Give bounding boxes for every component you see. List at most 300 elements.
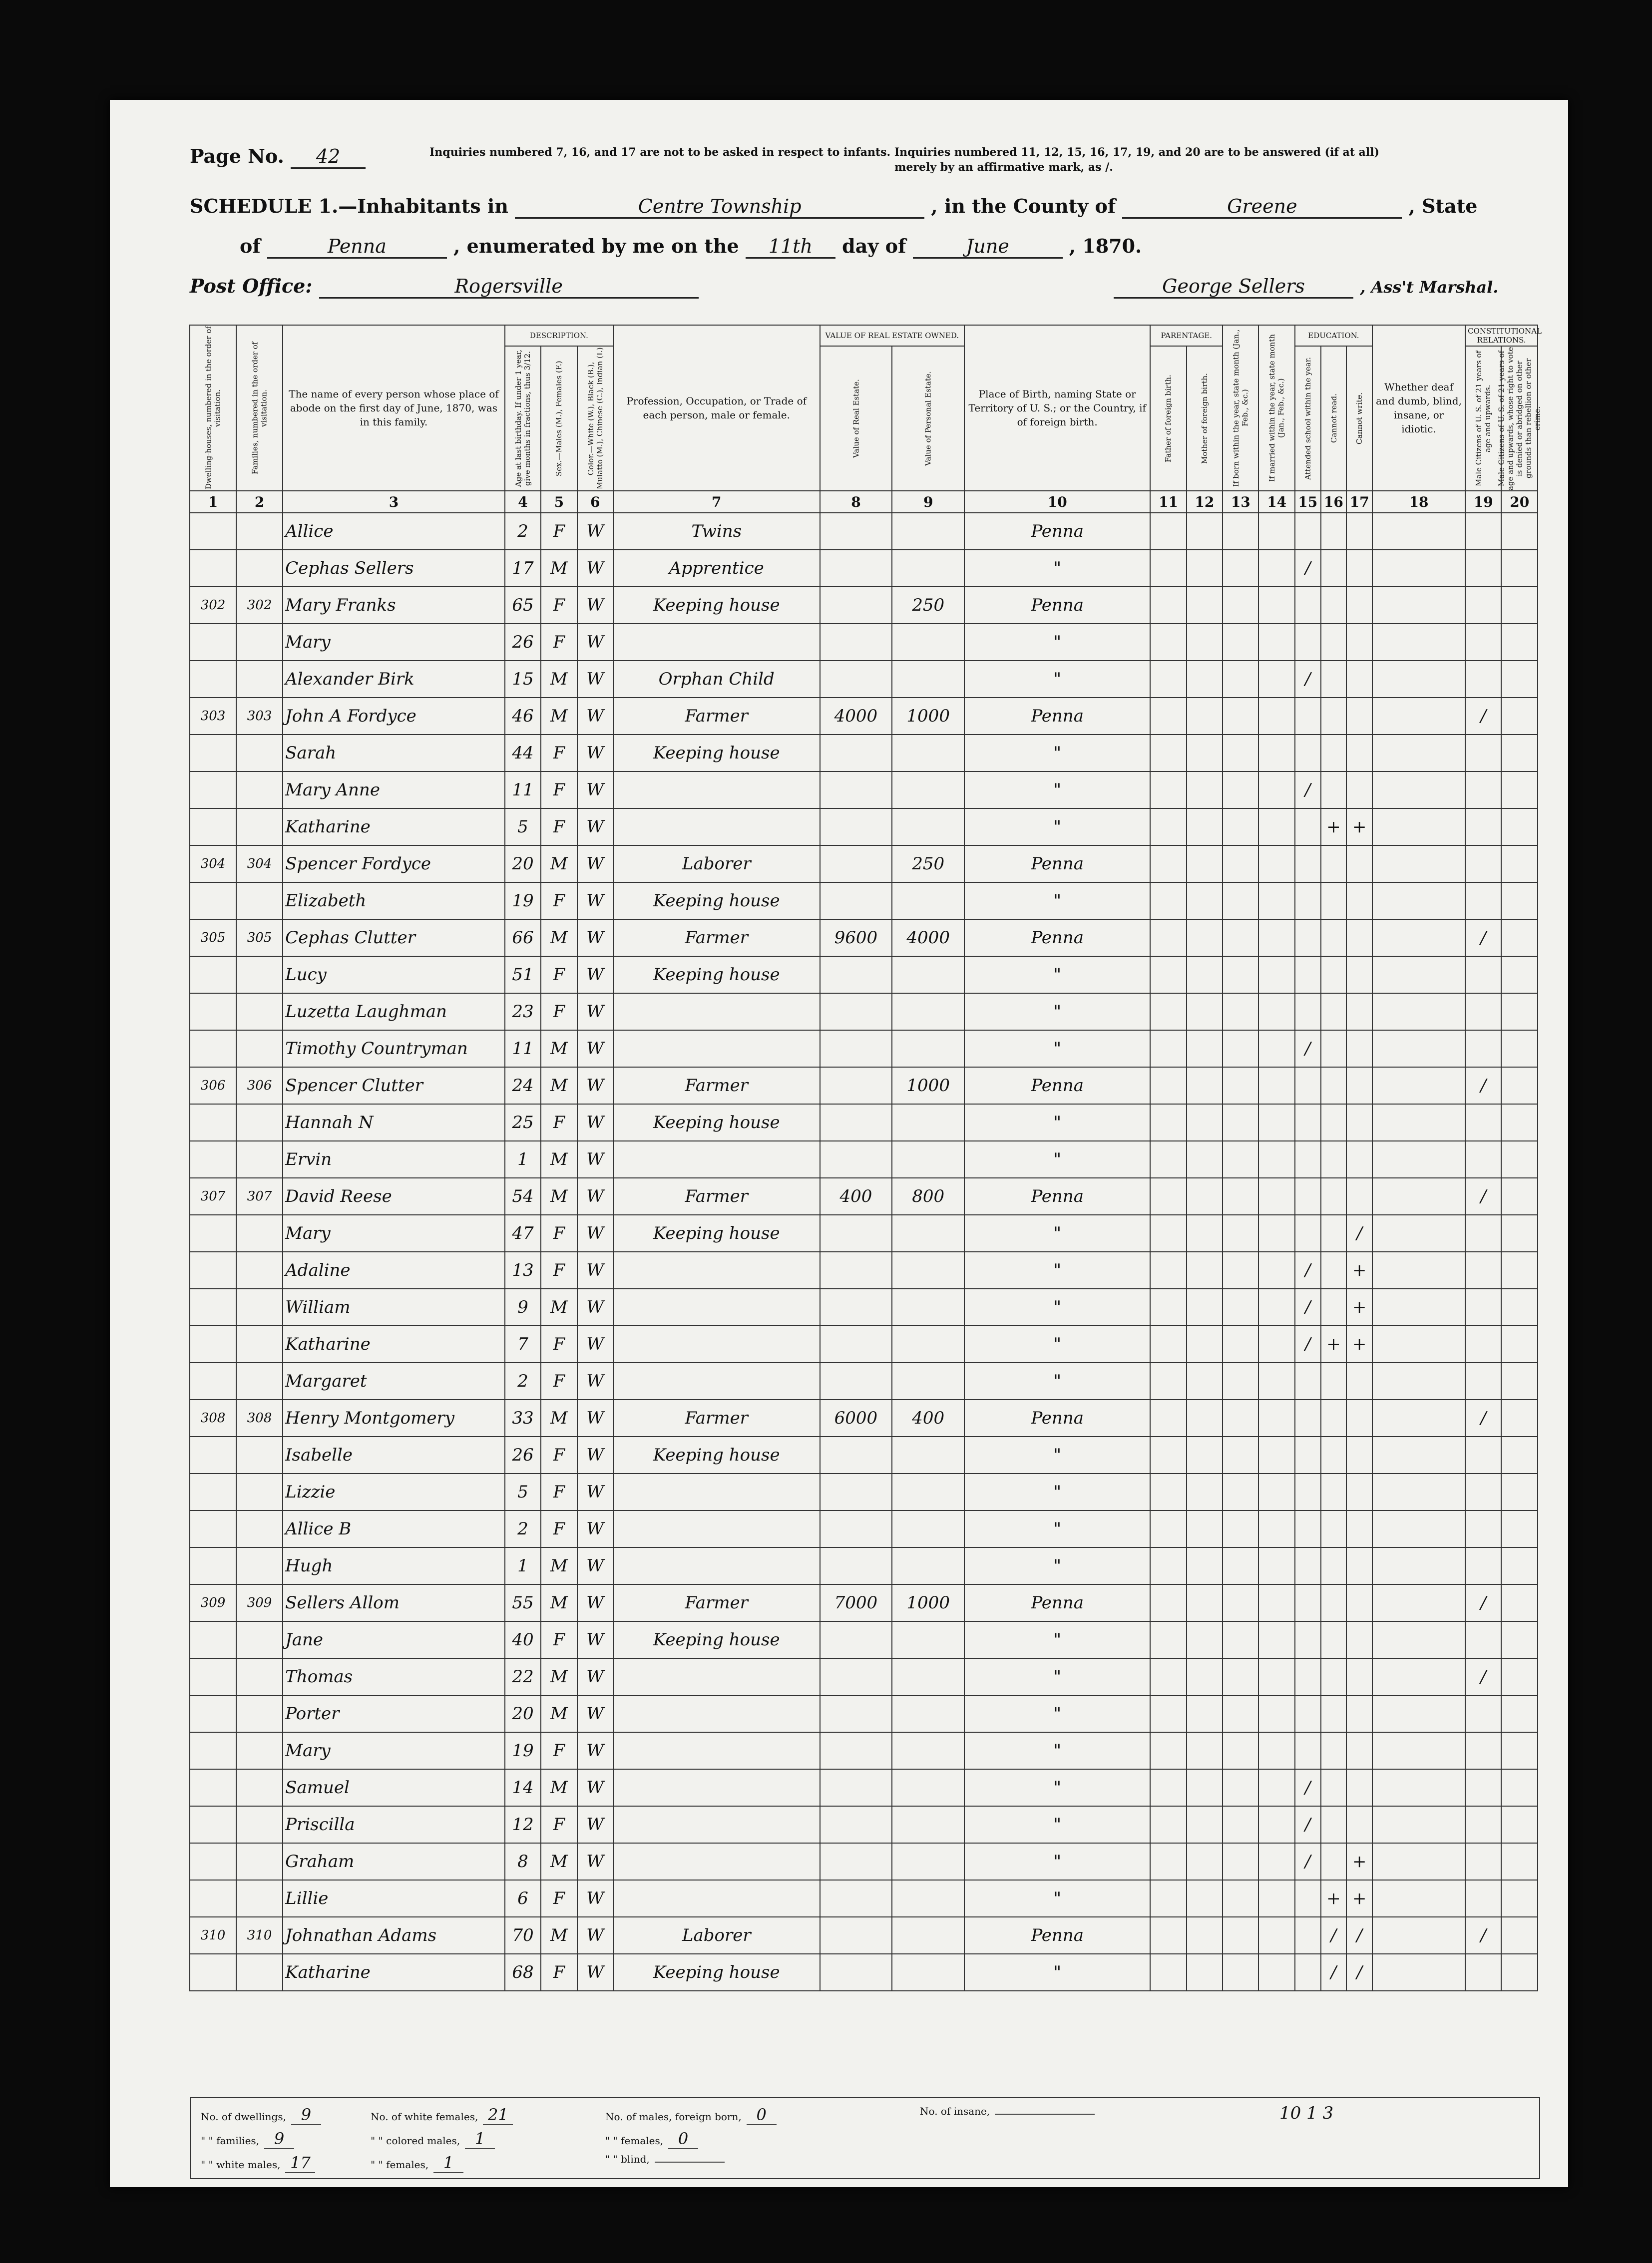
attended-school-cell <box>1295 513 1321 550</box>
birthplace-cell: Penna <box>964 919 1150 956</box>
col-father-foreign-header: Father of foreign birth. <box>1150 346 1186 491</box>
attended-school-cell <box>1295 698 1321 735</box>
dwelling-number-cell: 308 <box>190 1400 236 1437</box>
personal-estate-value-cell <box>892 1621 964 1658</box>
married-within-year-cell <box>1258 956 1294 993</box>
family-number-cell <box>236 661 283 698</box>
occupation-cell: Keeping house <box>613 882 820 919</box>
dwelling-number-cell <box>190 624 236 661</box>
married-within-year-cell <box>1258 1880 1294 1917</box>
mother-foreign-cell <box>1187 1067 1223 1104</box>
cannot-read-cell: / <box>1321 1917 1347 1954</box>
cannot-read-cell <box>1321 956 1347 993</box>
occupation-cell <box>613 1252 820 1289</box>
cannot-write-cell <box>1346 1030 1372 1067</box>
township-field: Centre Township <box>515 195 924 219</box>
personal-estate-value-cell: 800 <box>892 1178 964 1215</box>
father-foreign-cell <box>1150 550 1186 587</box>
male-citizen-cell <box>1465 1289 1501 1326</box>
married-within-year-cell <box>1258 735 1294 771</box>
dwelling-number-cell: 306 <box>190 1067 236 1104</box>
cannot-read-cell <box>1321 919 1347 956</box>
dwelling-number-cell: 305 <box>190 919 236 956</box>
age-cell: 19 <box>505 882 541 919</box>
married-within-year-cell <box>1258 1215 1294 1252</box>
col-number: 13 <box>1223 491 1258 513</box>
person-name-cell: John A Fordyce <box>283 698 505 735</box>
color-cell: W <box>577 1215 613 1252</box>
table-row <box>190 1547 1538 1584</box>
father-foreign-cell <box>1150 513 1186 550</box>
born-within-year-cell <box>1223 1252 1258 1289</box>
mother-foreign-cell <box>1187 919 1223 956</box>
attended-school-cell: / <box>1295 1289 1321 1326</box>
col-number: 2 <box>236 491 283 513</box>
mother-foreign-cell <box>1187 1843 1223 1880</box>
col-school-header: Attended school within the year. <box>1295 346 1321 491</box>
personal-estate-value-cell <box>892 1289 964 1326</box>
male-citizen-cell <box>1465 1104 1501 1141</box>
birthplace-cell: " <box>964 1363 1150 1400</box>
summary-colored-females <box>371 2153 468 2173</box>
personal-estate-value-cell <box>892 624 964 661</box>
person-name-cell: Margaret <box>283 1363 505 1400</box>
male-citizen-cell: / <box>1465 1178 1501 1215</box>
dwelling-number-cell <box>190 1104 236 1141</box>
family-number-cell <box>236 882 283 919</box>
age-cell: 46 <box>505 698 541 735</box>
age-cell: 55 <box>505 1584 541 1621</box>
personal-estate-value-cell <box>892 956 964 993</box>
father-foreign-cell <box>1150 1474 1186 1510</box>
sex-cell: F <box>541 587 577 624</box>
color-cell: W <box>577 513 613 550</box>
person-name-cell: Elizabeth <box>283 882 505 919</box>
mother-foreign-cell <box>1187 1732 1223 1769</box>
page-label: Page No. <box>190 145 284 167</box>
occupation-cell: Laborer <box>613 845 820 882</box>
real-estate-value-cell <box>820 550 892 587</box>
deaf-dumb-cell <box>1372 1510 1465 1547</box>
married-within-year-cell <box>1258 1769 1294 1806</box>
attended-school-cell: / <box>1295 1769 1321 1806</box>
color-cell: W <box>577 661 613 698</box>
cannot-read-cell <box>1321 1510 1347 1547</box>
family-number-cell <box>236 1104 283 1141</box>
cannot-write-cell: + <box>1346 808 1372 845</box>
birthplace-cell: " <box>964 1547 1150 1584</box>
age-cell: 17 <box>505 550 541 587</box>
born-within-year-cell <box>1223 1843 1258 1880</box>
cannot-write-cell <box>1346 1474 1372 1510</box>
male-citizen-cell <box>1465 550 1501 587</box>
attended-school-cell: / <box>1295 1252 1321 1289</box>
mother-foreign-cell <box>1187 1141 1223 1178</box>
cannot-write-cell <box>1346 1806 1372 1843</box>
born-within-year-cell <box>1223 993 1258 1030</box>
cannot-read-cell <box>1321 587 1347 624</box>
summary-dwellings <box>201 2105 326 2125</box>
color-cell: W <box>577 1880 613 1917</box>
cannot-read-cell <box>1321 1289 1347 1326</box>
enumerated-label: , enumerated by me on the <box>453 235 739 257</box>
cannot-read-cell <box>1321 1474 1347 1510</box>
state-label: , State <box>1408 195 1478 217</box>
father-foreign-cell <box>1150 1067 1186 1104</box>
family-number-cell <box>236 808 283 845</box>
cannot-write-cell <box>1346 1437 1372 1474</box>
day-of-label: day of <box>842 235 906 257</box>
personal-estate-value-cell <box>892 882 964 919</box>
real-estate-value-cell <box>820 587 892 624</box>
mother-foreign-cell <box>1187 698 1223 735</box>
age-cell: 66 <box>505 919 541 956</box>
father-foreign-cell <box>1150 1658 1186 1695</box>
personal-estate-value-cell <box>892 1474 964 1510</box>
sex-cell: M <box>541 1178 577 1215</box>
description-group-header: DESCRIPTION. <box>505 325 613 346</box>
personal-estate-value-cell <box>892 1141 964 1178</box>
real-estate-value-cell <box>820 1067 892 1104</box>
male-citizen-cell: / <box>1465 1917 1501 1954</box>
deaf-dumb-cell <box>1372 1437 1465 1474</box>
deaf-dumb-cell <box>1372 1400 1465 1437</box>
personal-estate-value-cell <box>892 1363 964 1400</box>
dwelling-number-cell <box>190 882 236 919</box>
sex-cell: F <box>541 808 577 845</box>
real-estate-value-cell <box>820 1104 892 1141</box>
vote-denied-cell <box>1501 808 1538 845</box>
person-name-cell: Mary <box>283 1732 505 1769</box>
attended-school-cell <box>1295 845 1321 882</box>
post-office-field: Rogersville <box>319 275 699 299</box>
page-number: 42 <box>291 145 366 169</box>
male-citizen-cell <box>1465 1695 1501 1732</box>
family-number-cell: 303 <box>236 698 283 735</box>
married-within-year-cell <box>1258 1030 1294 1067</box>
occupation-cell <box>613 1326 820 1363</box>
attended-school-cell <box>1295 1215 1321 1252</box>
age-cell: 40 <box>505 1621 541 1658</box>
col-real-estate-header: Value of Real Estate. <box>820 346 892 491</box>
cannot-write-cell <box>1346 771 1372 808</box>
age-cell: 13 <box>505 1252 541 1289</box>
occupation-cell <box>613 1547 820 1584</box>
family-number-cell <box>236 1732 283 1769</box>
dwelling-number-cell <box>190 1030 236 1067</box>
person-name-cell: Sarah <box>283 735 505 771</box>
family-number-cell <box>236 1215 283 1252</box>
table-row <box>190 1252 1538 1289</box>
cannot-write-cell <box>1346 735 1372 771</box>
occupation-cell <box>613 1510 820 1547</box>
father-foreign-cell <box>1150 661 1186 698</box>
male-citizen-cell: / <box>1465 1658 1501 1695</box>
born-within-year-cell <box>1223 1584 1258 1621</box>
person-name-cell: Adaline <box>283 1252 505 1289</box>
person-name-cell: Hugh <box>283 1547 505 1584</box>
married-within-year-cell <box>1258 1326 1294 1363</box>
age-cell: 33 <box>505 1400 541 1437</box>
age-cell: 20 <box>505 845 541 882</box>
occupation-cell <box>613 624 820 661</box>
of-label: of <box>240 235 261 257</box>
constitutional-group-header: CONSTITUTIONAL RELATIONS. <box>1465 325 1538 346</box>
color-cell: W <box>577 1252 613 1289</box>
state-field: Penna <box>267 235 447 259</box>
real-estate-value-cell <box>820 1769 892 1806</box>
color-cell: W <box>577 771 613 808</box>
real-estate-value-cell <box>820 1732 892 1769</box>
vote-denied-cell <box>1501 771 1538 808</box>
col-number: 11 <box>1150 491 1186 513</box>
vote-denied-cell <box>1501 1695 1538 1732</box>
father-foreign-cell <box>1150 1880 1186 1917</box>
father-foreign-cell <box>1150 1843 1186 1880</box>
birthplace-cell: Penna <box>964 513 1150 550</box>
mother-foreign-cell <box>1187 845 1223 882</box>
married-within-year-cell <box>1258 1178 1294 1215</box>
col-number: 17 <box>1346 491 1372 513</box>
deaf-dumb-cell <box>1372 550 1465 587</box>
attended-school-cell <box>1295 624 1321 661</box>
parentage-group-header: PARENTAGE. <box>1150 325 1223 346</box>
col-deaf-dumb-header: Whether deaf and dumb, blind, insane, or idiotic. <box>1372 325 1465 491</box>
mother-foreign-cell <box>1187 1510 1223 1547</box>
born-within-year-cell <box>1223 1806 1258 1843</box>
occupation-cell <box>613 808 820 845</box>
table-row <box>190 882 1538 919</box>
col-born-within-year-header: If born within the year, state month (Jan., Feb., &c.) <box>1223 325 1258 491</box>
cannot-read-cell <box>1321 1695 1347 1732</box>
vote-denied-cell <box>1501 956 1538 993</box>
age-cell: 51 <box>505 956 541 993</box>
summary-value: 1 <box>433 2153 463 2173</box>
family-number-cell: 307 <box>236 1178 283 1215</box>
male-citizen-cell <box>1465 1621 1501 1658</box>
cannot-read-cell <box>1321 771 1347 808</box>
sex-cell: F <box>541 1104 577 1141</box>
father-foreign-cell <box>1150 1806 1186 1843</box>
summary-label: " " families, <box>201 2135 260 2147</box>
color-cell: W <box>577 1584 613 1621</box>
attended-school-cell <box>1295 1400 1321 1437</box>
real-estate-value-cell <box>820 1843 892 1880</box>
father-foreign-cell <box>1150 1030 1186 1067</box>
cannot-read-cell <box>1321 1252 1347 1289</box>
vote-denied-cell <box>1501 1363 1538 1400</box>
male-citizen-cell <box>1465 1030 1501 1067</box>
mother-foreign-cell <box>1187 1584 1223 1621</box>
male-citizen-cell <box>1465 624 1501 661</box>
cannot-write-cell <box>1346 1584 1372 1621</box>
age-cell: 26 <box>505 1437 541 1474</box>
real-estate-value-cell <box>820 735 892 771</box>
education-group-header: EDUCATION. <box>1295 325 1372 346</box>
vote-denied-cell <box>1501 1215 1538 1252</box>
schedule-line <box>190 195 1477 219</box>
occupation-cell: Farmer <box>613 698 820 735</box>
born-within-year-cell <box>1223 1474 1258 1510</box>
person-name-cell: Spencer Fordyce <box>283 845 505 882</box>
sex-cell: F <box>541 1806 577 1843</box>
marshal-line <box>1114 275 1498 299</box>
born-within-year-cell <box>1223 698 1258 735</box>
male-citizen-cell: / <box>1465 919 1501 956</box>
occupation-cell: Keeping house <box>613 1621 820 1658</box>
personal-estate-value-cell <box>892 771 964 808</box>
born-within-year-cell <box>1223 1732 1258 1769</box>
col-mother-foreign-header: Mother of foreign birth. <box>1187 346 1223 491</box>
birthplace-cell: " <box>964 1621 1150 1658</box>
col-vote-denied-header: Male Citizens of U. S. of 21 years of age and upwards, whose right to vote is denied or abridged on other grounds than rebellion or other crime. <box>1497 347 1542 490</box>
table-row <box>190 1437 1538 1474</box>
dwelling-number-cell <box>190 1806 236 1843</box>
table-row <box>190 1178 1538 1215</box>
occupation-cell: Keeping house <box>613 1215 820 1252</box>
born-within-year-cell <box>1223 1880 1258 1917</box>
cannot-write-cell <box>1346 845 1372 882</box>
male-citizen-cell <box>1465 1510 1501 1547</box>
deaf-dumb-cell <box>1372 1769 1465 1806</box>
sex-cell: M <box>541 1584 577 1621</box>
dwelling-number-cell <box>190 513 236 550</box>
mother-foreign-cell <box>1187 1178 1223 1215</box>
col-male-citizens-header: Male Citizens of U. S. of 21 years of age and upwards. <box>1465 346 1501 491</box>
person-name-cell: Katharine <box>283 1326 505 1363</box>
col-personal-estate-header: Value of Personal Estate. <box>892 346 964 491</box>
occupation-cell: Laborer <box>613 1917 820 1954</box>
personal-estate-value-cell <box>892 1880 964 1917</box>
table-row <box>190 1880 1538 1917</box>
attended-school-cell <box>1295 1067 1321 1104</box>
enumeration-line <box>240 235 1142 259</box>
census-rows <box>190 513 1538 1991</box>
real-estate-value-cell <box>820 1030 892 1067</box>
married-within-year-cell <box>1258 1474 1294 1510</box>
born-within-year-cell <box>1223 919 1258 956</box>
cannot-read-cell: + <box>1321 1326 1347 1363</box>
father-foreign-cell <box>1150 1584 1186 1621</box>
mother-foreign-cell <box>1187 1326 1223 1363</box>
table-row <box>190 1030 1538 1067</box>
cannot-write-cell <box>1346 882 1372 919</box>
cannot-write-cell: / <box>1346 1917 1372 1954</box>
vote-denied-cell <box>1501 698 1538 735</box>
personal-estate-value-cell <box>892 550 964 587</box>
cannot-read-cell <box>1321 661 1347 698</box>
family-number-cell <box>236 1363 283 1400</box>
deaf-dumb-cell <box>1372 882 1465 919</box>
dwelling-number-cell <box>190 956 236 993</box>
mother-foreign-cell <box>1187 1917 1223 1954</box>
summary-value: 21 <box>483 2105 513 2125</box>
born-within-year-cell <box>1223 1400 1258 1437</box>
real-estate-value-cell <box>820 956 892 993</box>
real-estate-value-cell <box>820 1658 892 1695</box>
occupation-cell: Keeping house <box>613 1104 820 1141</box>
sex-cell: F <box>541 1363 577 1400</box>
married-within-year-cell <box>1258 1843 1294 1880</box>
person-name-cell: Mary Anne <box>283 771 505 808</box>
col-birthplace-header: Place of Birth, naming State or Territory of U. S.; or the Country, if of foreign birth. <box>964 325 1150 491</box>
table-row <box>190 1658 1538 1695</box>
birthplace-cell: Penna <box>964 1067 1150 1104</box>
sex-cell: F <box>541 1954 577 1991</box>
birthplace-cell: " <box>964 1769 1150 1806</box>
cannot-write-cell <box>1346 1732 1372 1769</box>
cannot-write-cell <box>1346 1363 1372 1400</box>
male-citizen-cell <box>1465 956 1501 993</box>
table-row <box>190 1843 1538 1880</box>
birthplace-cell: " <box>964 1252 1150 1289</box>
dwelling-number-cell <box>190 661 236 698</box>
born-within-year-cell <box>1223 771 1258 808</box>
attended-school-cell: / <box>1295 1843 1321 1880</box>
table-row <box>190 1584 1538 1621</box>
occupation-cell <box>613 1769 820 1806</box>
vote-denied-cell <box>1501 845 1538 882</box>
dwelling-number-cell <box>190 1289 236 1326</box>
sex-cell: F <box>541 735 577 771</box>
married-within-year-cell <box>1258 698 1294 735</box>
family-number-cell <box>236 1547 283 1584</box>
dwelling-number-cell: 304 <box>190 845 236 882</box>
age-cell: 2 <box>505 1363 541 1400</box>
vote-denied-cell <box>1501 919 1538 956</box>
real-estate-value-cell <box>820 993 892 1030</box>
color-cell: W <box>577 1067 613 1104</box>
cannot-write-cell <box>1346 1178 1372 1215</box>
father-foreign-cell <box>1150 698 1186 735</box>
color-cell: W <box>577 1437 613 1474</box>
attended-school-cell: / <box>1295 771 1321 808</box>
attended-school-cell: / <box>1295 1030 1321 1067</box>
birthplace-cell: Penna <box>964 587 1150 624</box>
vote-denied-cell <box>1501 550 1538 587</box>
occupation-cell: Farmer <box>613 1584 820 1621</box>
col-number: 1 <box>190 491 236 513</box>
deaf-dumb-cell <box>1372 1843 1465 1880</box>
father-foreign-cell <box>1150 1326 1186 1363</box>
summary-white-females <box>371 2105 518 2125</box>
person-name-cell: Alexander Birk <box>283 661 505 698</box>
vote-denied-cell <box>1501 1917 1538 1954</box>
birthplace-cell: " <box>964 1880 1150 1917</box>
male-citizen-cell <box>1465 1215 1501 1252</box>
personal-estate-value-cell <box>892 1252 964 1289</box>
age-cell: 15 <box>505 661 541 698</box>
table-row <box>190 1474 1538 1510</box>
age-cell: 24 <box>505 1067 541 1104</box>
table-row <box>190 919 1538 956</box>
age-cell: 9 <box>505 1289 541 1326</box>
occupation-cell <box>613 1695 820 1732</box>
color-cell: W <box>577 1843 613 1880</box>
cannot-read-cell <box>1321 1658 1347 1695</box>
attended-school-cell: / <box>1295 1806 1321 1843</box>
birthplace-cell: " <box>964 956 1150 993</box>
age-cell: 47 <box>505 1215 541 1252</box>
vote-denied-cell <box>1501 1104 1538 1141</box>
cannot-write-cell <box>1346 698 1372 735</box>
summary-white-males <box>201 2153 320 2173</box>
family-number-cell <box>236 1030 283 1067</box>
born-within-year-cell <box>1223 1658 1258 1695</box>
person-name-cell: William <box>283 1289 505 1326</box>
age-cell: 14 <box>505 1769 541 1806</box>
family-number-cell: 309 <box>236 1584 283 1621</box>
